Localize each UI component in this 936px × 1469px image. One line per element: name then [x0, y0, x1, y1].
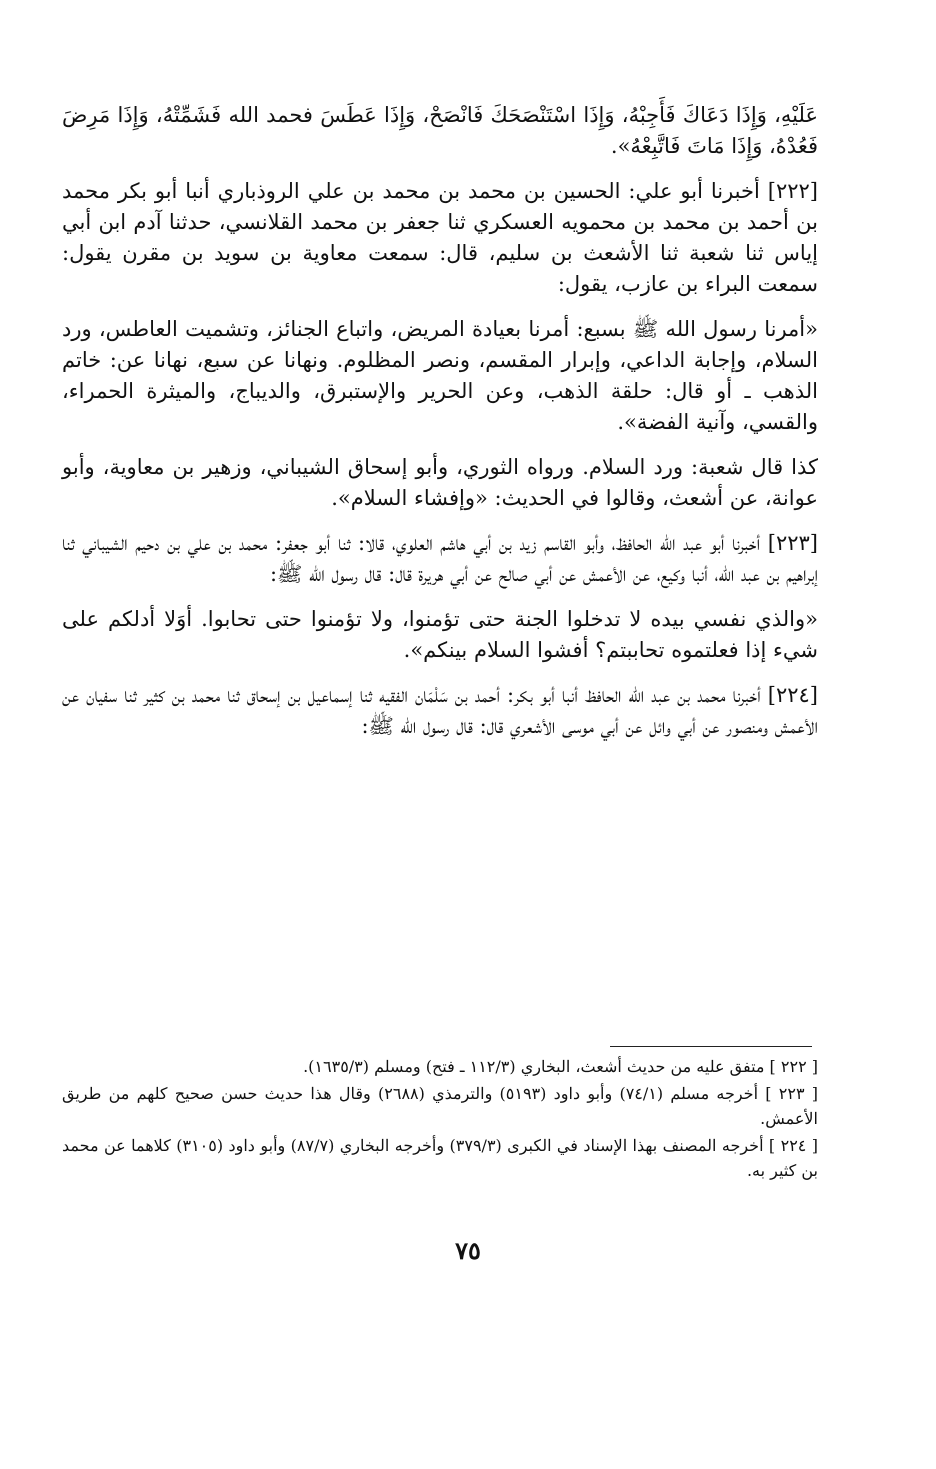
- hadith-222-isnad: [٢٢٢] أخبرنا أبو علي: الحسين بن محمد بن محمد بن علي الروذباري أنبا أبو بكر محمد بن أحمد بن محمد بن محمويه العسكري ثنا جعفر بن محمد القلانسي، حدثنا آدم ابن أبي إياس ثنا شعبة ثنا الأشعث بن سليم، قال: سمعت معاوية بن سويد بن مقرن يقول: سمعت البراء بن عازب، يقول:: [62, 179, 818, 296]
- footnotes-block: [62, 1054, 818, 1185]
- footnote-223: [ ٢٢٣ ] أخرجه مسلم (٧٤/١) وأبو داود (٥١٩٣) والترمذي (٢٦٨٨) وقال هذا حديث حسن صحيح كلهم من طريق الأعمش.: [62, 1084, 819, 1128]
- hadith-222-matn: «أمرنا رسول الله ﷺ بسبع: أمرنا بعيادة المريض، واتباع الجنائز، وتشميت العاطس، ورد السلام، وإجابة الداعي، وإبرار المقسم، ونصر المظلوم. ونهانا عن سبع، نهانا عن: خاتم الذهب ـ أو قال: حلقة الذهب، وعن الحرير والإستبرق، والديباج، والميثرة الحمراء، والقسي، وآنية الفضة».: [62, 317, 818, 434]
- footnote-222: [ ٢٢٢ ] متفق عليه من حديث أشعث، البخاري (١١٢/٣ ـ فتح) ومسلم (١٦٣٥/٣).: [303, 1057, 818, 1076]
- footnote-224: [ ٢٢٤ ] أخرجه المصنف بهذا الإسناد في الكبرى (٣٧٩/٣) وأخرجه البخاري (٨٧/٧) وأبو داود (٣١٠٥) كلاهما عن محمد بن كثير به.: [62, 1136, 819, 1180]
- hadith-223-isnad: [٢٢٣] أخبرنا أبو عبد الله الحافظ، وأبو القاسم زيد بن أبي هاشم العلوي، قالا: ثنا أبو جعفر: محمد بن علي بن دحيم الشيباني ثنا إبراهيم بن عبد الله، أنبا وكيع، عن الأعمش عن أبي صالح عن أبي هريرة قال: قال رسول الله ﷺ:: [62, 531, 818, 586]
- hadith-223-matn: «والذي نفسي بيده لا تدخلوا الجنة حتى تؤمنوا، ولا تؤمنوا حتى تحابوا. أوَلا أدلكم على شيء إذا فعلتموه تحاببتم؟ أفشوا السلام بينكم».: [62, 607, 818, 662]
- page-number: ٧٥: [455, 1236, 481, 1265]
- hadith-222-note: كذا قال شعبة: ورد السلام. ورواه الثوري، وأبو إسحاق الشيباني، وزهير بن معاوية، وأبو عوانة، عن أشعث، وقالوا في الحديث: «وإفشاء السلام».: [62, 455, 818, 510]
- footnote-divider: [610, 1046, 812, 1047]
- paragraph-continuation: عَلَيْهِ، وَإِذَا دَعَاكَ فَأَجِبْهُ، وَإِذَا اسْتَنْصَحَكَ فَانْصَحْ، وَإِذَا عَطَسَ فحمد الله فَشَمِّتْهُ، وَإِذَا مَرِضَ فَعُدْهُ، وَإِذَا مَاتَ فَاتَّبِعْهُ».: [62, 103, 818, 158]
- main-text-block: [62, 100, 818, 756]
- hadith-224-isnad: [٢٢٤] أخبرنا محمد بن عبد الله الحافظ أنبا أبو بكر: أحمد بن سَلْمَان الفقيه ثنا إسماعيل بن إسحاق ثنا محمد بن كثير ثنا سفيان عن الأعمش ومنصور عن أبي وائل عن أبي موسى الأشعري قال: قال رسول الله ﷺ:: [62, 683, 818, 738]
